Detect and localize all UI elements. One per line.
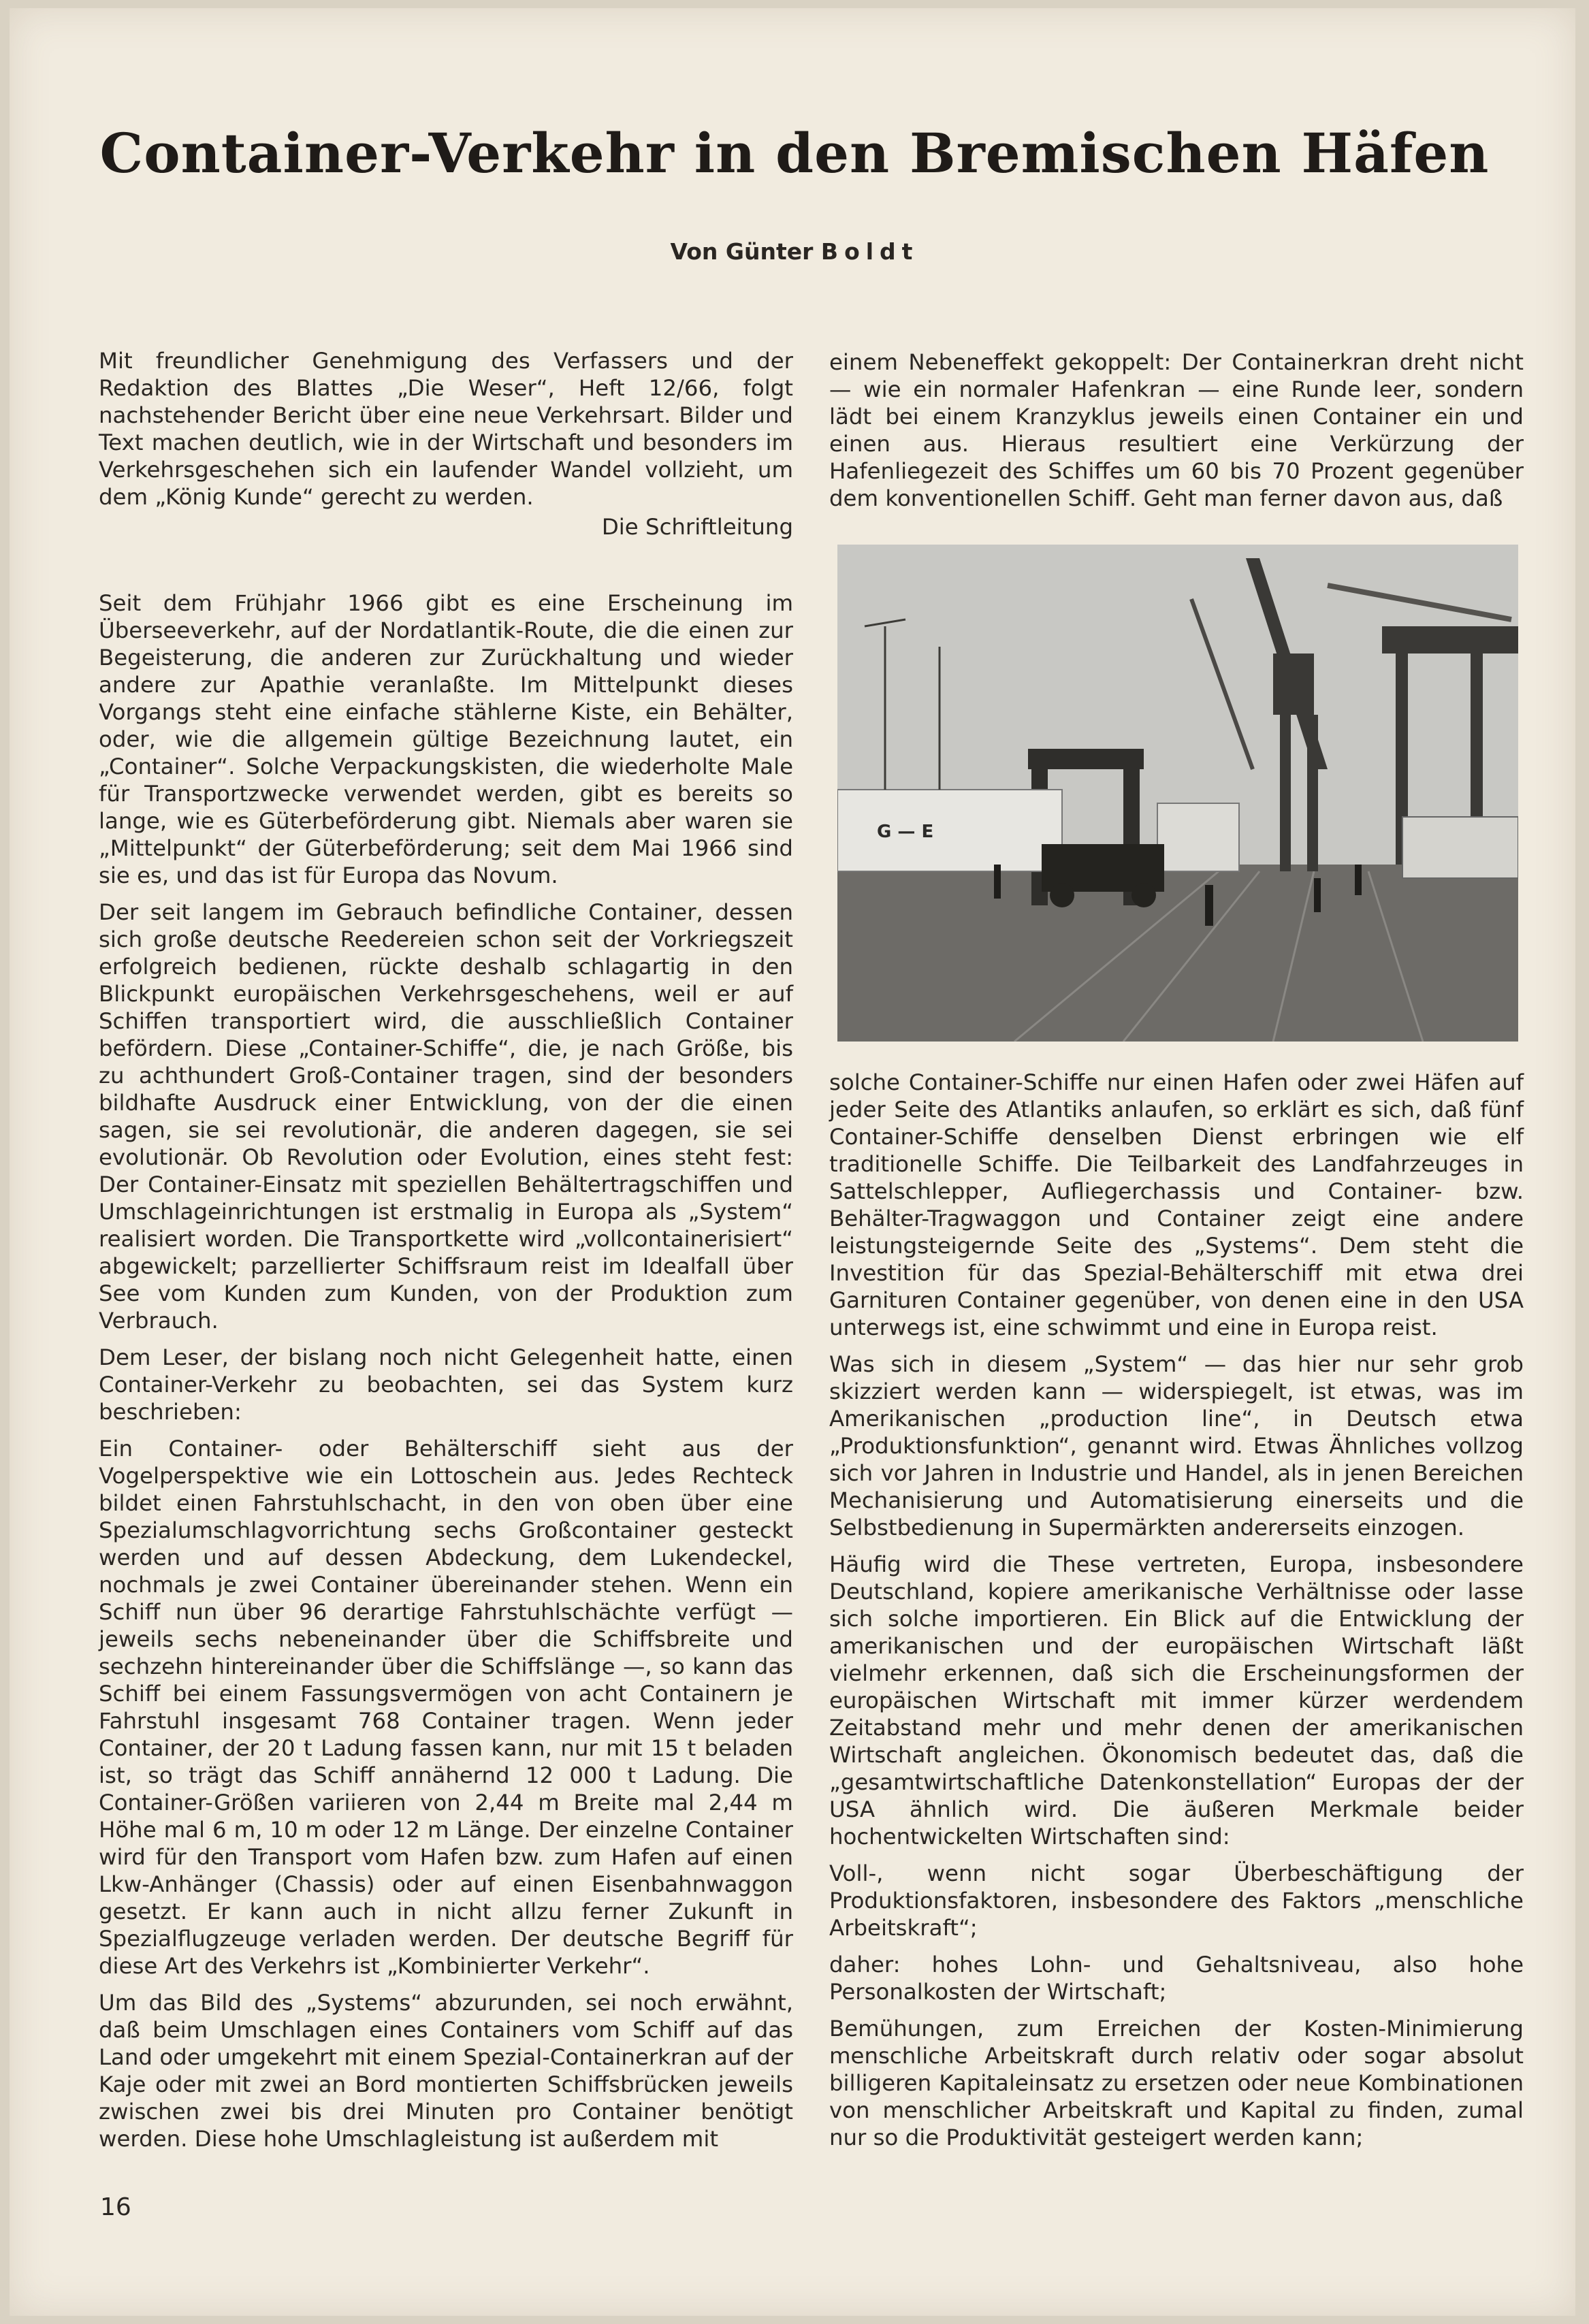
right-column-top xyxy=(829,349,1524,512)
paragraph: solche Container-Schiffe nur einen Hafen oder zwei Häfen auf jeder Seite des Atlantiks anlaufen, so erklärt es sich, daß fünf Container-Schiffe denselben Dienst erbringen wie elf traditionelle Schiffe. Die Teilbarkeit des Landfahrzeuges in Sattelschlepper, Aufliegerchassis und Container- bzw. Behälter-Tragwaggon und Container zeigt eine andere leistungsteigernde Seite des „Systems“. Dem steht die Investition für das Spezial-Behälterschiff mit etwa drei Garnituren Container gegenüber, von denen eine in den USA unterwegs ist, eine schwimmt und eine in Europa reist. xyxy=(829,1069,1524,1340)
paragraph: Seit dem Frühjahr 1966 gibt es eine Erscheinung im Überseeverkehr, auf der Nordatlantik-Route, die die einen zur Begeisterung, die anderen zur Zurückhaltung und wieder andere zur Apathie veranlaßte. Im Mittelpunkt dieses Vorgangs steht eine einfache stählerne Kiste, ein Behälter, oder, wie die allgemein gültige Bezeichnung lautet, ein „Container“. Solche Verpackungskisten, die wiederholte Male für Transportzwecke verwendet werden, gibt es bereits so lange, wie es Güterbeförderung gibt. Niemals aber waren sie „Mittelpunkt“ der Güterbeförderung; seit dem Mai 1966 sind sie es, und das ist für Europa das Novum. xyxy=(99,590,793,888)
paragraph: Ein Container- oder Behälterschiff sieht aus der Vogelperspektive wie ein Lottoschein aus. Jedes Rechteck bildet einen Fahrstuhlschacht, in den von oben über eine Spezialumschlagvorrichtung sechs Großcontainer gesteckt werden und auf dessen Abdeckung, dem Lukendeckel, nochmals je zwei Container übereinander stehen. Wenn ein Schiff nun über 96 derartige Fahrstuhlschächte verfügt — jeweils sechs nebeneinander über die Schiffsbreite und sechzehn hintereinander über die Schiffslänge —, so kann das Schiff bei einem Fassungsvermögen von acht Containern je Fahrstuhl insgesamt 768 Container tragen. Wenn jeder Container, der 20 t Ladung fassen kann, nur mit 15 t beladen ist, so trägt das Schiff annähernd 12 000 t Ladung. Die Container-Größen variieren von 2,44 m Breite mal 2,44 m Höhe mal 6 m, 10 m oder 12 m Länge. Der einzelne Container wird für den Transport vom Hafen bzw. zum Hafen auf einen Lkw-Anhänger (Chassis) oder auf einen Eisenbahnwaggon gesetzt. Er kann auch in nicht allzu ferner Zukunft in Spezialflugzeuge verladen werden. Der deutsche Begriff für diese Art des Verkehrs ist „Kombinierter Verkehr“. xyxy=(99,1436,793,1979)
left-column xyxy=(99,590,793,2162)
article-title: Container-Verkehr in den Bremischen Häfen xyxy=(99,121,1490,185)
editor-intro xyxy=(99,347,793,550)
container-terminal-photo xyxy=(837,545,1518,1042)
byline xyxy=(0,238,1589,265)
list-item: Voll-, wenn nicht sogar Überbeschäftigung der Produktionsfaktoren, insbesondere des Faktors „menschliche Arbeitskraft“; xyxy=(829,1860,1524,1941)
intro-text: Mit freundlicher Genehmigung des Verfassers und der Redaktion des Blattes „Die Weser“, Heft 12/66, folgt nachstehender Bericht über eine neue Verkehrsart. Bilder und Text machen deutlich, wie in der Wirtschaft und besonders im Verkehrsgeschehen sich ein laufender Wandel vollzieht, um dem „König Kunde“ gerecht zu werden. xyxy=(99,348,793,510)
list-item: daher: hohes Lohn- und Gehaltsniveau, also hohe Personalkosten der Wirtschaft; xyxy=(829,1952,1524,2005)
paragraph: Häufig wird die These vertreten, Europa, insbesondere Deutschland, kopiere amerikanische Verhältnisse oder lasse sich solche importieren. Ein Blick auf die Entwicklung der amerikanischen und der europäischen Wirtschaft läßt vielmehr erkennen, daß sich die Erscheinungsformen der europäischen Wirtschaft mit immer kürzer werdendem Zeitabstand mehr und mehr denen der amerikanischen Wirtschaft angleichen. Ökonomisch bedeutet das, daß die „gesamtwirtschaftliche Datenkonstellation“ Europas der der USA ähnlich wird. Die äußeren Merkmale beider hochentwickelten Wirtschaften sind: xyxy=(829,1551,1524,1850)
quay-ground xyxy=(837,865,1518,1042)
photo-illustration xyxy=(837,545,1518,1042)
right-column xyxy=(829,1069,1524,2161)
paragraph: Dem Leser, der bislang noch nicht Gelegenheit hatte, einen Container-Verkehr zu beobachten, sei das System kurz beschrieben: xyxy=(99,1344,793,1425)
page-number: 16 xyxy=(100,2193,131,2221)
paragraph: Was sich in diesem „System“ — das hier nur sehr grob skizziert werden kann — widerspiegelt, ist etwas, was im Amerikanischen „production line“, in Deutsch etwa „Produktionsfunktion“, genannt wird. Etwas Ähnliches vollzog sich vor Jahren in Industrie und Handel, als in jenen Bereichen Mechanisierung und Automatisierung einerseits und die Selbstbedienung in Supermärkten andererseits einzogen. xyxy=(829,1351,1524,1540)
byline-prefix: Von Günter xyxy=(670,238,814,265)
paragraph: Der seit langem im Gebrauch befindliche Container, dessen sich große deutsche Reedereien schon seit der Vorkriegszeit erfolgreich bedienen, rückte deshalb schlagartig in den Blickpunkt europäischen Verkehrsgeschehens, weil er auf Schiffen transportiert wird, die ausschließlich Container befördern. Diese „Container-Schiffe“, die, je nach Größe, bis zu achthundert Groß-Container tragen, sind der besonders bildhafte Ausdruck einer Entwicklung, von der die einen sagen, sie sei revolutionär, die anderen dagegen, sie sei evolutionär. Ob Revolution oder Evolution, eines steht fest: Der Container-Einsatz mit speziellen Behältertragschiffen und Umschlageinrichtungen ist erstmalig in Europa als „System“ realisiert worden. Die Transportkette wird „vollcontainerisiert“ abgewickelt; parzellierter Schiffsraum reist im Idealfall über See vom Kunden zum Kunden, von der Produktion zum Verbrauch. xyxy=(99,899,793,1334)
paragraph: Um das Bild des „Systems“ abzurunden, sei noch erwähnt, daß beim Umschlagen eines Containers vom Schiff auf das Land oder umgekehrt mit einem Spezial-Containerkran auf der Kaje oder mit zwei an Bord montierten Schiffsbrücken jeweils zwischen zwei bis drei Minuten pro Container benötigt werden. Diese hohe Umschlagleistung ist außerdem mit xyxy=(99,1990,793,2152)
list-item: Bemühungen, zum Erreichen der Kosten-Minimierung menschliche Arbeitskraft durch relativ oder sogar absolut billigeren Kapitaleinsatz zu ersetzen oder neue Kombinationen von menschlicher Arbeitskraft und Kapital zu finden, zumal nur so die Produktivität gesteigert werden kann; xyxy=(829,2016,1524,2150)
paragraph: einem Nebeneffekt gekoppelt: Der Containerkran dreht nicht — wie ein normaler Hafenkran — eine Runde leer, sondern lädt bei einem Kranzyklus jeweils einen Container ein und einen aus. Hieraus resultiert eine Verkürzung der Hafenliegezeit des Schiffes um 60 bis 70 Prozent gegenüber dem konventionellen Schiff. Geht man ferner davon aus, daß xyxy=(829,349,1524,511)
author-name: Boldt xyxy=(820,238,919,265)
intro-signature: Die Schriftleitung xyxy=(601,514,793,540)
container-marking: G — E xyxy=(877,822,934,842)
